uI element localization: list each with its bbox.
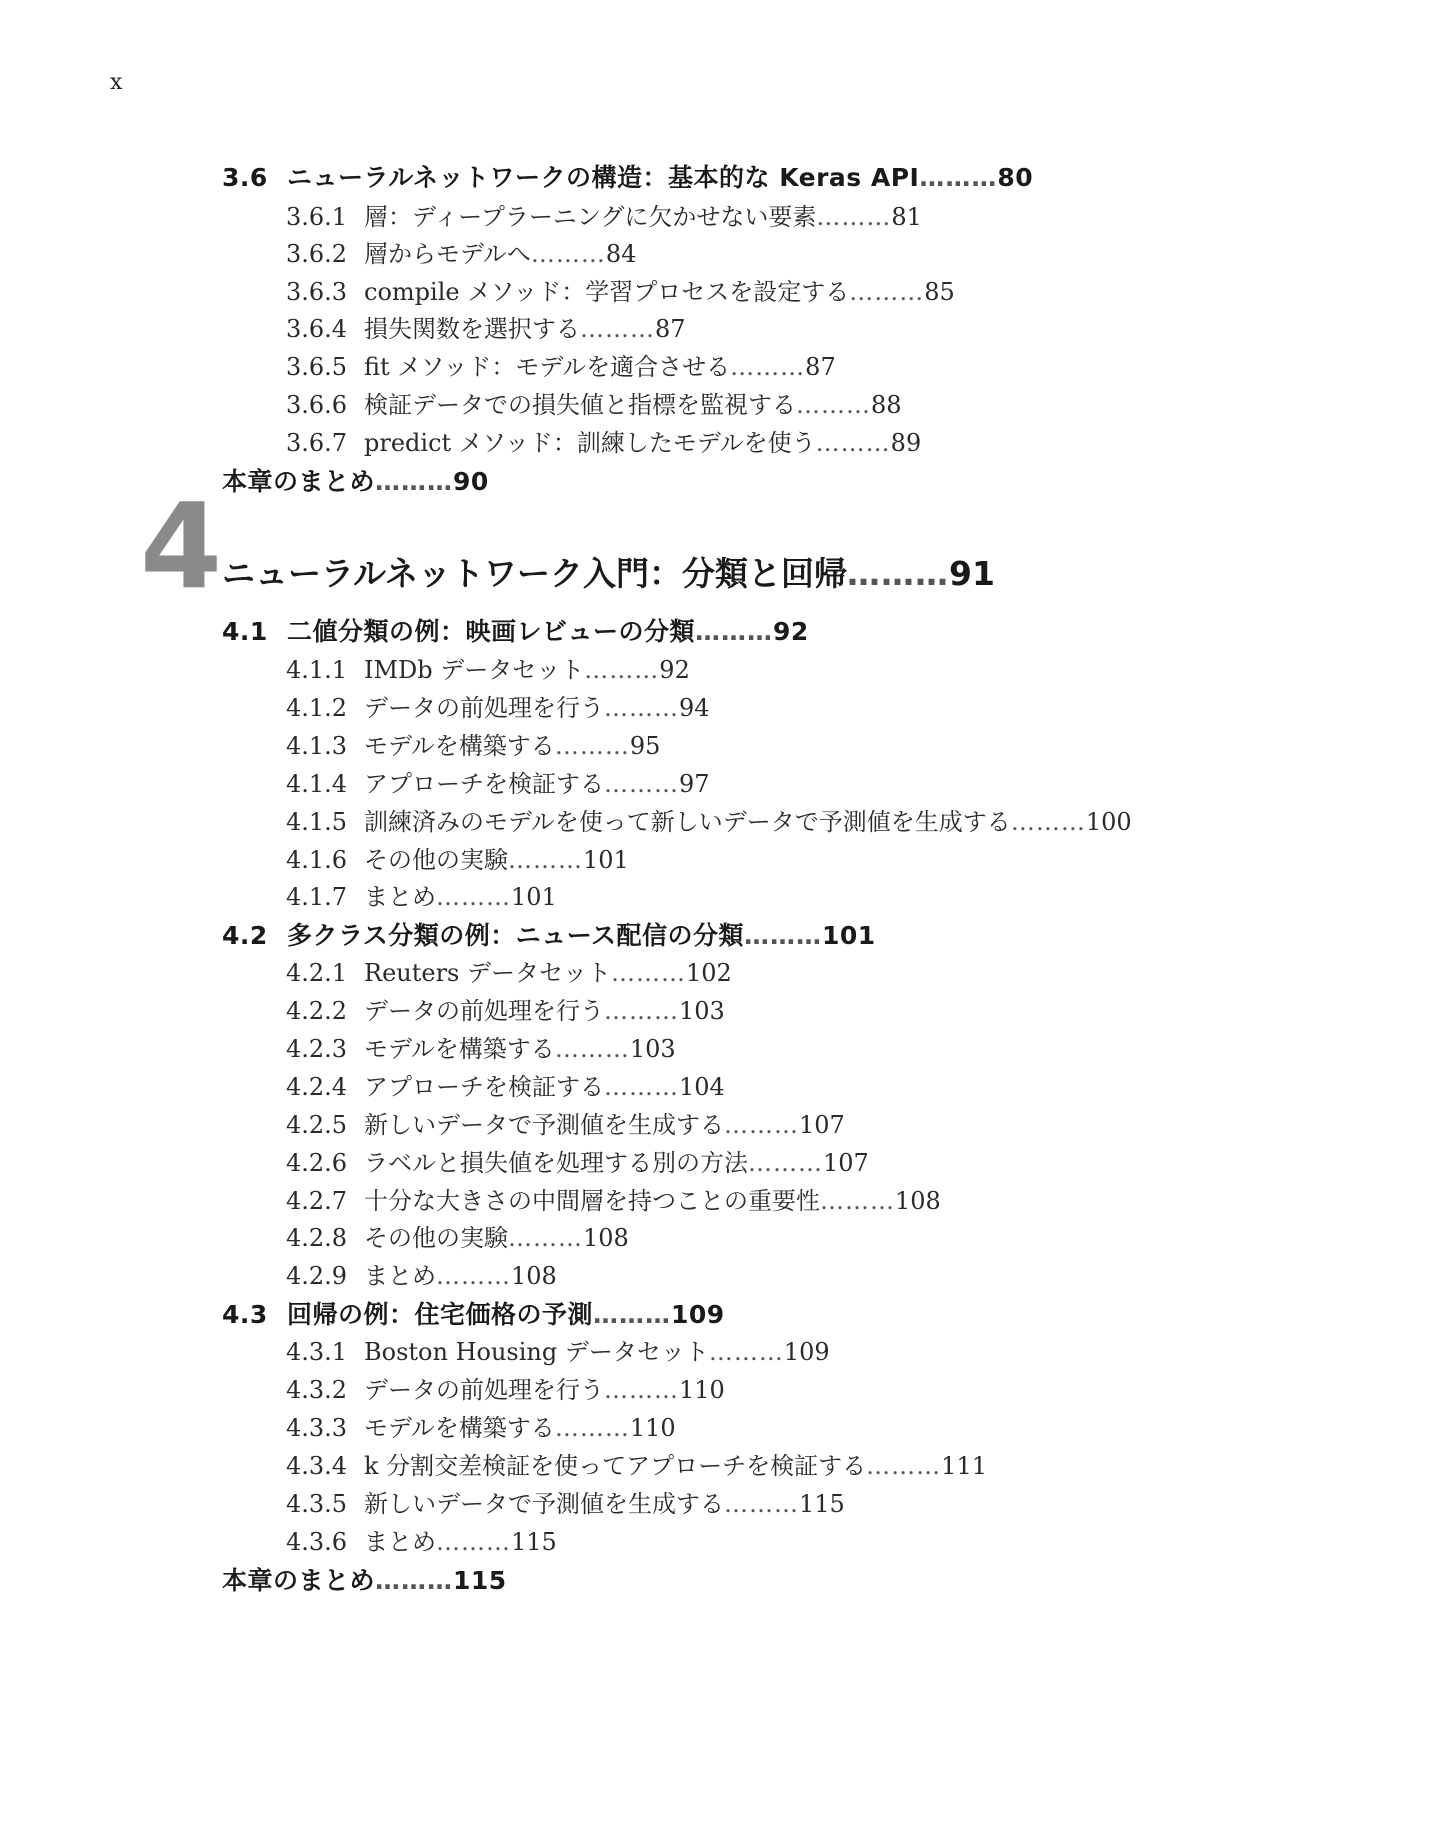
entry-page: 110 [679, 1376, 725, 1404]
toc-subsection-entry [286, 1029, 676, 1064]
entry-title: モデルを構築する [364, 1414, 555, 1442]
entry-title: 本章のまとめ [222, 467, 376, 496]
toc-subsection-entry [286, 1522, 557, 1557]
entry-number: 4.2.7 [286, 1187, 348, 1215]
entry-page: 81 [891, 203, 922, 231]
entry-title: データの前処理を行う [364, 997, 604, 1025]
toc-subsection-entry [286, 650, 690, 685]
entry-page: 108 [511, 1262, 557, 1290]
entry-page: 108 [895, 1187, 941, 1215]
entry-number: 4.3 [222, 1300, 268, 1329]
entry-page: 101 [511, 883, 557, 911]
entry-number: 4.2.2 [286, 997, 348, 1025]
toc-section-entry [222, 916, 876, 952]
toc-subsection-entry [286, 1067, 725, 1102]
toc-subsection-entry [286, 1218, 629, 1253]
entry-page: 97 [679, 770, 710, 798]
toc-subsection-entry [286, 1370, 725, 1405]
leader-dots: ……… [554, 1414, 630, 1442]
entry-title: Reuters データセット [364, 959, 611, 987]
chapter-number: 4 [140, 477, 223, 615]
entry-page: 87 [805, 353, 836, 381]
leader-dots: ……… [436, 1528, 511, 1556]
leader-dots: ……… [744, 921, 823, 950]
entry-title: IMDb データセット [364, 656, 585, 684]
entry-number: 3.6 [222, 163, 268, 192]
leader-dots: ……… [820, 1187, 895, 1215]
entry-page: 110 [629, 1414, 676, 1442]
entry-page: 80 [997, 163, 1034, 192]
entry-title: その他の実験 [364, 1224, 508, 1252]
entry-page: 89 [890, 429, 922, 457]
leader-dots: ……… [508, 1224, 583, 1252]
entry-number: 4.2.6 [286, 1149, 348, 1177]
entry-number: 4.3.6 [286, 1528, 348, 1556]
toc-subsection-entry [286, 1408, 676, 1443]
entry-title: モデルを構築する [364, 732, 555, 760]
entry-number: 3.6.5 [286, 353, 348, 381]
entry-number: 4.1.2 [286, 694, 348, 722]
chapter-heading [222, 548, 995, 595]
leader-dots: ……… [554, 732, 630, 760]
leader-dots: ……… [847, 554, 950, 593]
toc-section-entry [222, 612, 809, 648]
entry-page: 107 [799, 1111, 845, 1139]
leader-dots: ……… [724, 1490, 799, 1518]
leader-dots: ……… [730, 353, 806, 381]
entry-title: 新しいデータで予測値を生成する [364, 1490, 724, 1518]
entry-number: 3.6.4 [286, 315, 348, 343]
entry-title: k 分割交差検証を使ってアプローチを検証する [364, 1452, 867, 1480]
toc-subsection-entry [286, 1484, 845, 1519]
leader-dots: ……… [816, 203, 892, 231]
toc-subsection-entry [286, 726, 660, 761]
entry-page: 92 [773, 617, 809, 646]
entry-title: fit メソッド：モデルを適合させる [364, 353, 731, 381]
entry-title: 新しいデータで予測値を生成する [364, 1111, 724, 1139]
entry-title: 多クラス分類の例：ニュース配信の分類 [287, 921, 745, 950]
entry-number: 4.2 [222, 921, 268, 950]
entry-number: 4.1.6 [286, 846, 348, 874]
leader-dots: ……… [593, 1300, 672, 1329]
leader-dots: ……… [604, 997, 679, 1025]
entry-title: Boston Housing データセット [364, 1338, 709, 1366]
toc-section-entry [222, 158, 1033, 194]
toc-subsection-entry [286, 764, 710, 799]
entry-title: まとめ [364, 883, 436, 911]
entry-page: 100 [1085, 808, 1132, 836]
entry-number: 4.3.5 [286, 1490, 348, 1518]
entry-number: 4.2.5 [286, 1111, 348, 1139]
entry-page: 115 [799, 1490, 845, 1518]
entry-page: 95 [629, 732, 661, 760]
toc-subsection-entry [286, 347, 836, 382]
entry-number: 4.3.4 [286, 1452, 348, 1480]
entry-number: 3.6.6 [286, 391, 348, 419]
entry-page: 107 [823, 1149, 869, 1177]
entry-page: 87 [655, 315, 686, 343]
entry-number: 3.6.7 [286, 429, 348, 457]
toc-subsection-entry [286, 991, 725, 1026]
entry-number: 4.2.9 [286, 1262, 348, 1290]
leader-dots: ……… [436, 1262, 511, 1290]
entry-title: その他の実験 [364, 846, 508, 874]
toc-section-entry [222, 1561, 507, 1597]
leader-dots: ……… [584, 656, 660, 684]
entry-page: 88 [871, 391, 902, 419]
toc-subsection-entry [286, 1181, 941, 1216]
entry-page: 103 [679, 997, 725, 1025]
toc-section-entry [222, 1295, 725, 1331]
leader-dots: ……… [919, 163, 998, 192]
leader-dots: ……… [724, 1111, 799, 1139]
entry-page: 94 [679, 694, 710, 722]
leader-dots: ……… [815, 429, 891, 457]
entry-page: 115 [453, 1566, 507, 1595]
toc-subsection-entry [286, 385, 902, 420]
leader-dots: ……… [604, 1376, 679, 1404]
entry-number: 4.1.4 [286, 770, 348, 798]
leader-dots: ……… [866, 1452, 942, 1480]
entry-title: 本章のまとめ [222, 1566, 376, 1595]
leader-dots: ……… [508, 846, 583, 874]
entry-number: 4.2.4 [286, 1073, 348, 1101]
leader-dots: ……… [849, 278, 925, 306]
entry-number: 4.1.3 [286, 732, 348, 760]
entry-number: 4.3.2 [286, 1376, 348, 1404]
entry-number: 4.2.1 [286, 959, 348, 987]
leader-dots: ……… [436, 883, 511, 911]
entry-page: 111 [941, 1452, 987, 1480]
entry-page: 108 [583, 1224, 629, 1252]
entry-title: 層からモデルへ [364, 240, 531, 268]
entry-page: 92 [659, 656, 690, 684]
leader-dots: ……… [530, 240, 606, 268]
entry-page: 90 [453, 467, 489, 496]
entry-title: predict メソッド：訓練したモデルを使う [364, 429, 816, 457]
toc-subsection-entry [286, 1105, 845, 1140]
entry-title: まとめ [364, 1528, 436, 1556]
entry-number: 4.1.5 [286, 808, 348, 836]
leader-dots: ……… [1010, 808, 1086, 836]
entry-title: ニューラルネットワークの構造：基本的な Keras API [287, 163, 920, 192]
leader-dots: ……… [604, 1073, 679, 1101]
entry-title: compile メソッド：学習プロセスを設定する [364, 278, 850, 306]
toc-subsection-entry [286, 1332, 830, 1367]
toc-subsection-entry [286, 197, 922, 232]
entry-page: 115 [511, 1528, 557, 1556]
leader-dots: ……… [748, 1149, 823, 1177]
entry-page: 103 [629, 1035, 676, 1063]
toc-subsection-entry [286, 688, 710, 723]
entry-title: アプローチを検証する [364, 1073, 604, 1101]
entry-title: 検証データでの損失値と指標を監視する [364, 391, 796, 419]
entry-number: 3.6.1 [286, 203, 348, 231]
entry-title: モデルを構築する [364, 1035, 555, 1063]
entry-number: 4.3.1 [286, 1338, 348, 1366]
toc-subsection-entry [286, 953, 732, 988]
entry-number: 4.1 [222, 617, 268, 646]
toc-subsection-entry [286, 877, 557, 912]
entry-title: ラベルと損失値を処理する別の方法 [364, 1149, 748, 1177]
toc-section-entry [222, 462, 489, 498]
entry-page: 109 [783, 1338, 830, 1366]
entry-number: 4.2.8 [286, 1224, 348, 1252]
leader-dots: ……… [708, 1338, 784, 1366]
entry-title: アプローチを検証する [364, 770, 604, 798]
toc-subsection-entry [286, 234, 636, 269]
toc-subsection-entry [286, 309, 686, 344]
leader-dots: ……… [796, 391, 871, 419]
entry-page: 104 [679, 1073, 725, 1101]
entry-page: 109 [671, 1300, 725, 1329]
entry-number: 4.2.3 [286, 1035, 348, 1063]
entry-title: データの前処理を行う [364, 1376, 604, 1404]
leader-dots: ……… [604, 694, 679, 722]
toc-subsection-entry [286, 1446, 987, 1481]
entry-title: 損失関数を選択する [364, 315, 580, 343]
entry-title: データの前処理を行う [364, 694, 604, 722]
entry-number: 3.6.3 [286, 278, 348, 306]
entry-number: 4.1.7 [286, 883, 348, 911]
leader-dots: ……… [375, 467, 454, 496]
entry-title: 十分な大きさの中間層を持つことの重要性 [364, 1187, 820, 1215]
entry-page: 101 [583, 846, 629, 874]
toc-subsection-entry [286, 1143, 869, 1178]
entry-number: 4.1.1 [286, 656, 348, 684]
page-number: x [110, 70, 123, 95]
leader-dots: ……… [554, 1035, 630, 1063]
entry-page: 84 [605, 240, 637, 268]
leader-dots: ……… [580, 315, 655, 343]
leader-dots: ……… [375, 1566, 454, 1595]
entry-title: まとめ [364, 1262, 436, 1290]
entry-page: 101 [822, 921, 876, 950]
entry-title: 回帰の例：住宅価格の予測 [287, 1300, 594, 1329]
entry-number: 3.6.2 [286, 240, 348, 268]
entry-page: 85 [924, 278, 955, 306]
toc-subsection-entry [286, 423, 921, 458]
entry-title: 二値分類の例：映画レビューの分類 [287, 617, 696, 646]
chapter-page: 91 [949, 554, 995, 593]
entry-title: 層：ディープラーニングに欠かせない要素 [364, 203, 817, 231]
entry-page: 102 [686, 959, 732, 987]
entry-title: 訓練済みのモデルを使って新しいデータで予測値を生成する [364, 808, 1011, 836]
toc-subsection-entry [286, 840, 629, 875]
chapter-title: ニューラルネットワーク入門：分類と回帰 [222, 554, 848, 593]
entry-number: 4.3.3 [286, 1414, 348, 1442]
toc-subsection-entry [286, 802, 1132, 837]
leader-dots: ……… [611, 959, 686, 987]
leader-dots: ……… [604, 770, 679, 798]
leader-dots: ……… [695, 617, 774, 646]
toc-subsection-entry [286, 272, 955, 307]
toc-subsection-entry [286, 1256, 557, 1291]
